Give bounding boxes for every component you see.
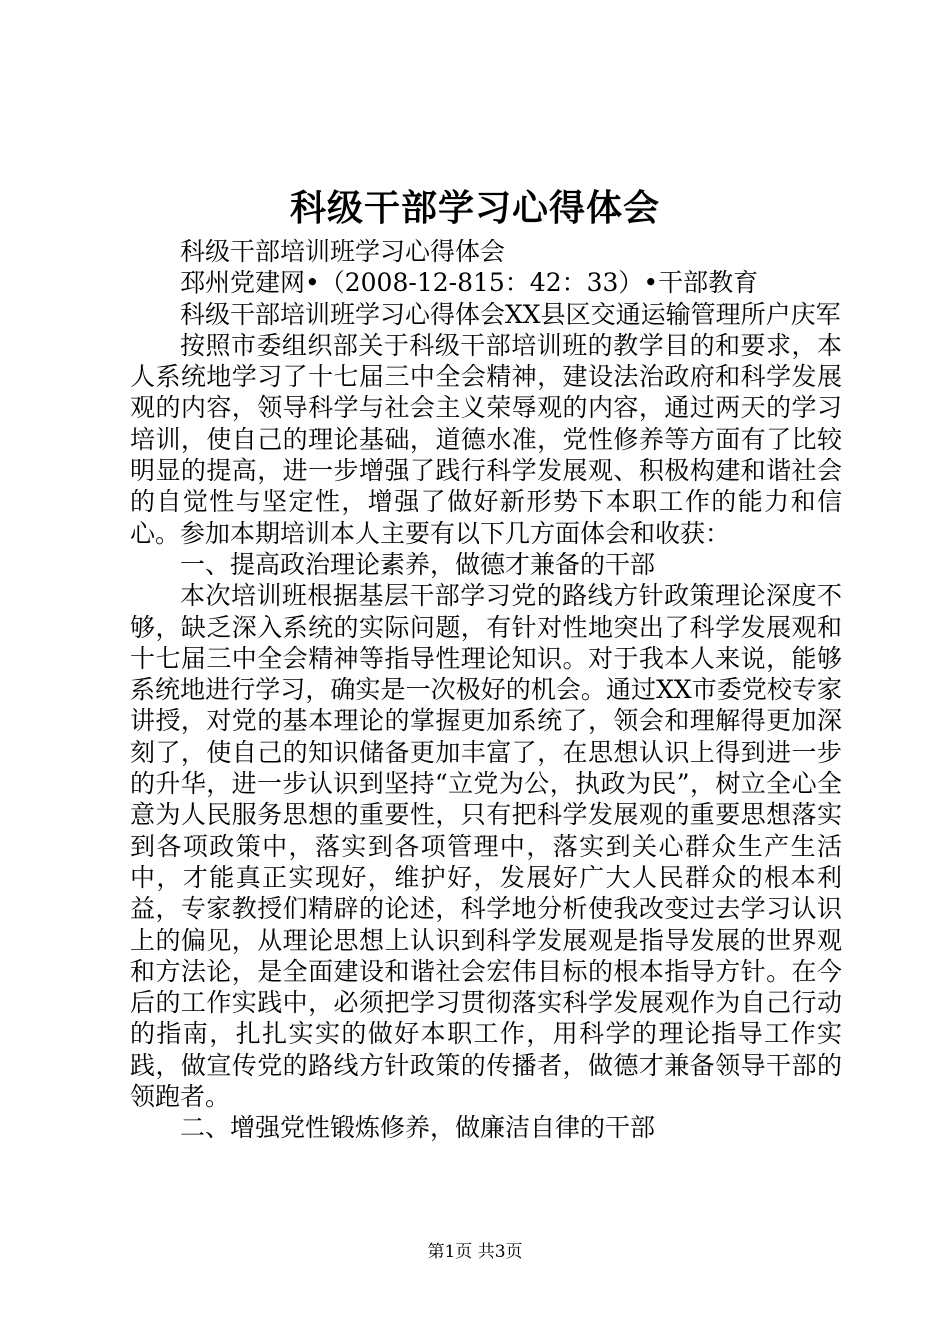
section-heading-2: 二、增强党性锻炼修养，做廉洁自律的干部 bbox=[180, 1113, 656, 1143]
paragraph-intro: 按照市委组织部关于科级干部培训班的教学目的和要求，本人系统地学习了十七届三中全会精神，建设法治政府和科学发展观的内容，领导科学与社会主义荣辱观的内容，通过两天的学习培训，使自己的理论基础，道德水准，党性修养等方面有了比较明显的提高，进一步增强了践行科学发展观、积极构建和谐社会的自觉性与坚定性，增强了做好新形势下本职工作的能力和信心。参加本期培训本人主要有以下几方面体会和收获： bbox=[130, 330, 842, 548]
document-title: 科级干部学习心得体会 bbox=[289, 187, 660, 229]
section-heading-1: 一、提高政治理论素养，做德才兼备的干部 bbox=[180, 549, 656, 579]
document-body bbox=[130, 236, 842, 1144]
page-footer: 第1页 共3页 bbox=[427, 1242, 523, 1262]
paragraph-subtitle: 科级干部培训班学习心得体会 bbox=[180, 237, 506, 266]
paragraph-author-line: 科级干部培训班学习心得体会XX县区交通运输管理所户庆军 bbox=[180, 299, 841, 329]
paragraph-source-line: 邳州党建网•（2008-12-815：42：33）•干部教育 bbox=[180, 268, 759, 298]
paragraph-section-1: 本次培训班根据基层干部学习党的路线方针政策理论深度不够，缺乏深入系统的实际问题，有针对性地突出了科学发展观和十七届三中全会精神等指导性理论知识。对于我本人来说，能够系统地进行学习，确实是一次极好的机会。通过XX市委党校专家讲授，对党的基本理论的掌握更加系统了，领会和理解得更加深刻了，使自己的知识储备更加丰富了，在思想认识上得到进一步的升华，进一步认识到坚持“立党为公，执政为民”，树立全心全意为人民服务思想的重要性，只有把科学发展观的重要思想落实到各项政策中，落实到各项管理中，落实到关心群众生产生活中，才能真正实现好，维护好，发展好广大人民群众的根本利益，专家教授们精辟的论述，科学地分析使我改变过去学习认识上的偏见，从理论思想上认识到科学发展观是指导发展的世界观和方法论，是全面建设和谐社会宏伟目标的根本指导方针。在今后的工作实践中，必须把学习贯彻落实科学发展观作为自己行动的指南，扎扎实实的做好本职工作，用科学的理论指导工作实践，做宣传党的路线方针政策的传播者，做德才兼备领导干部的领跑者。 bbox=[130, 581, 842, 1112]
